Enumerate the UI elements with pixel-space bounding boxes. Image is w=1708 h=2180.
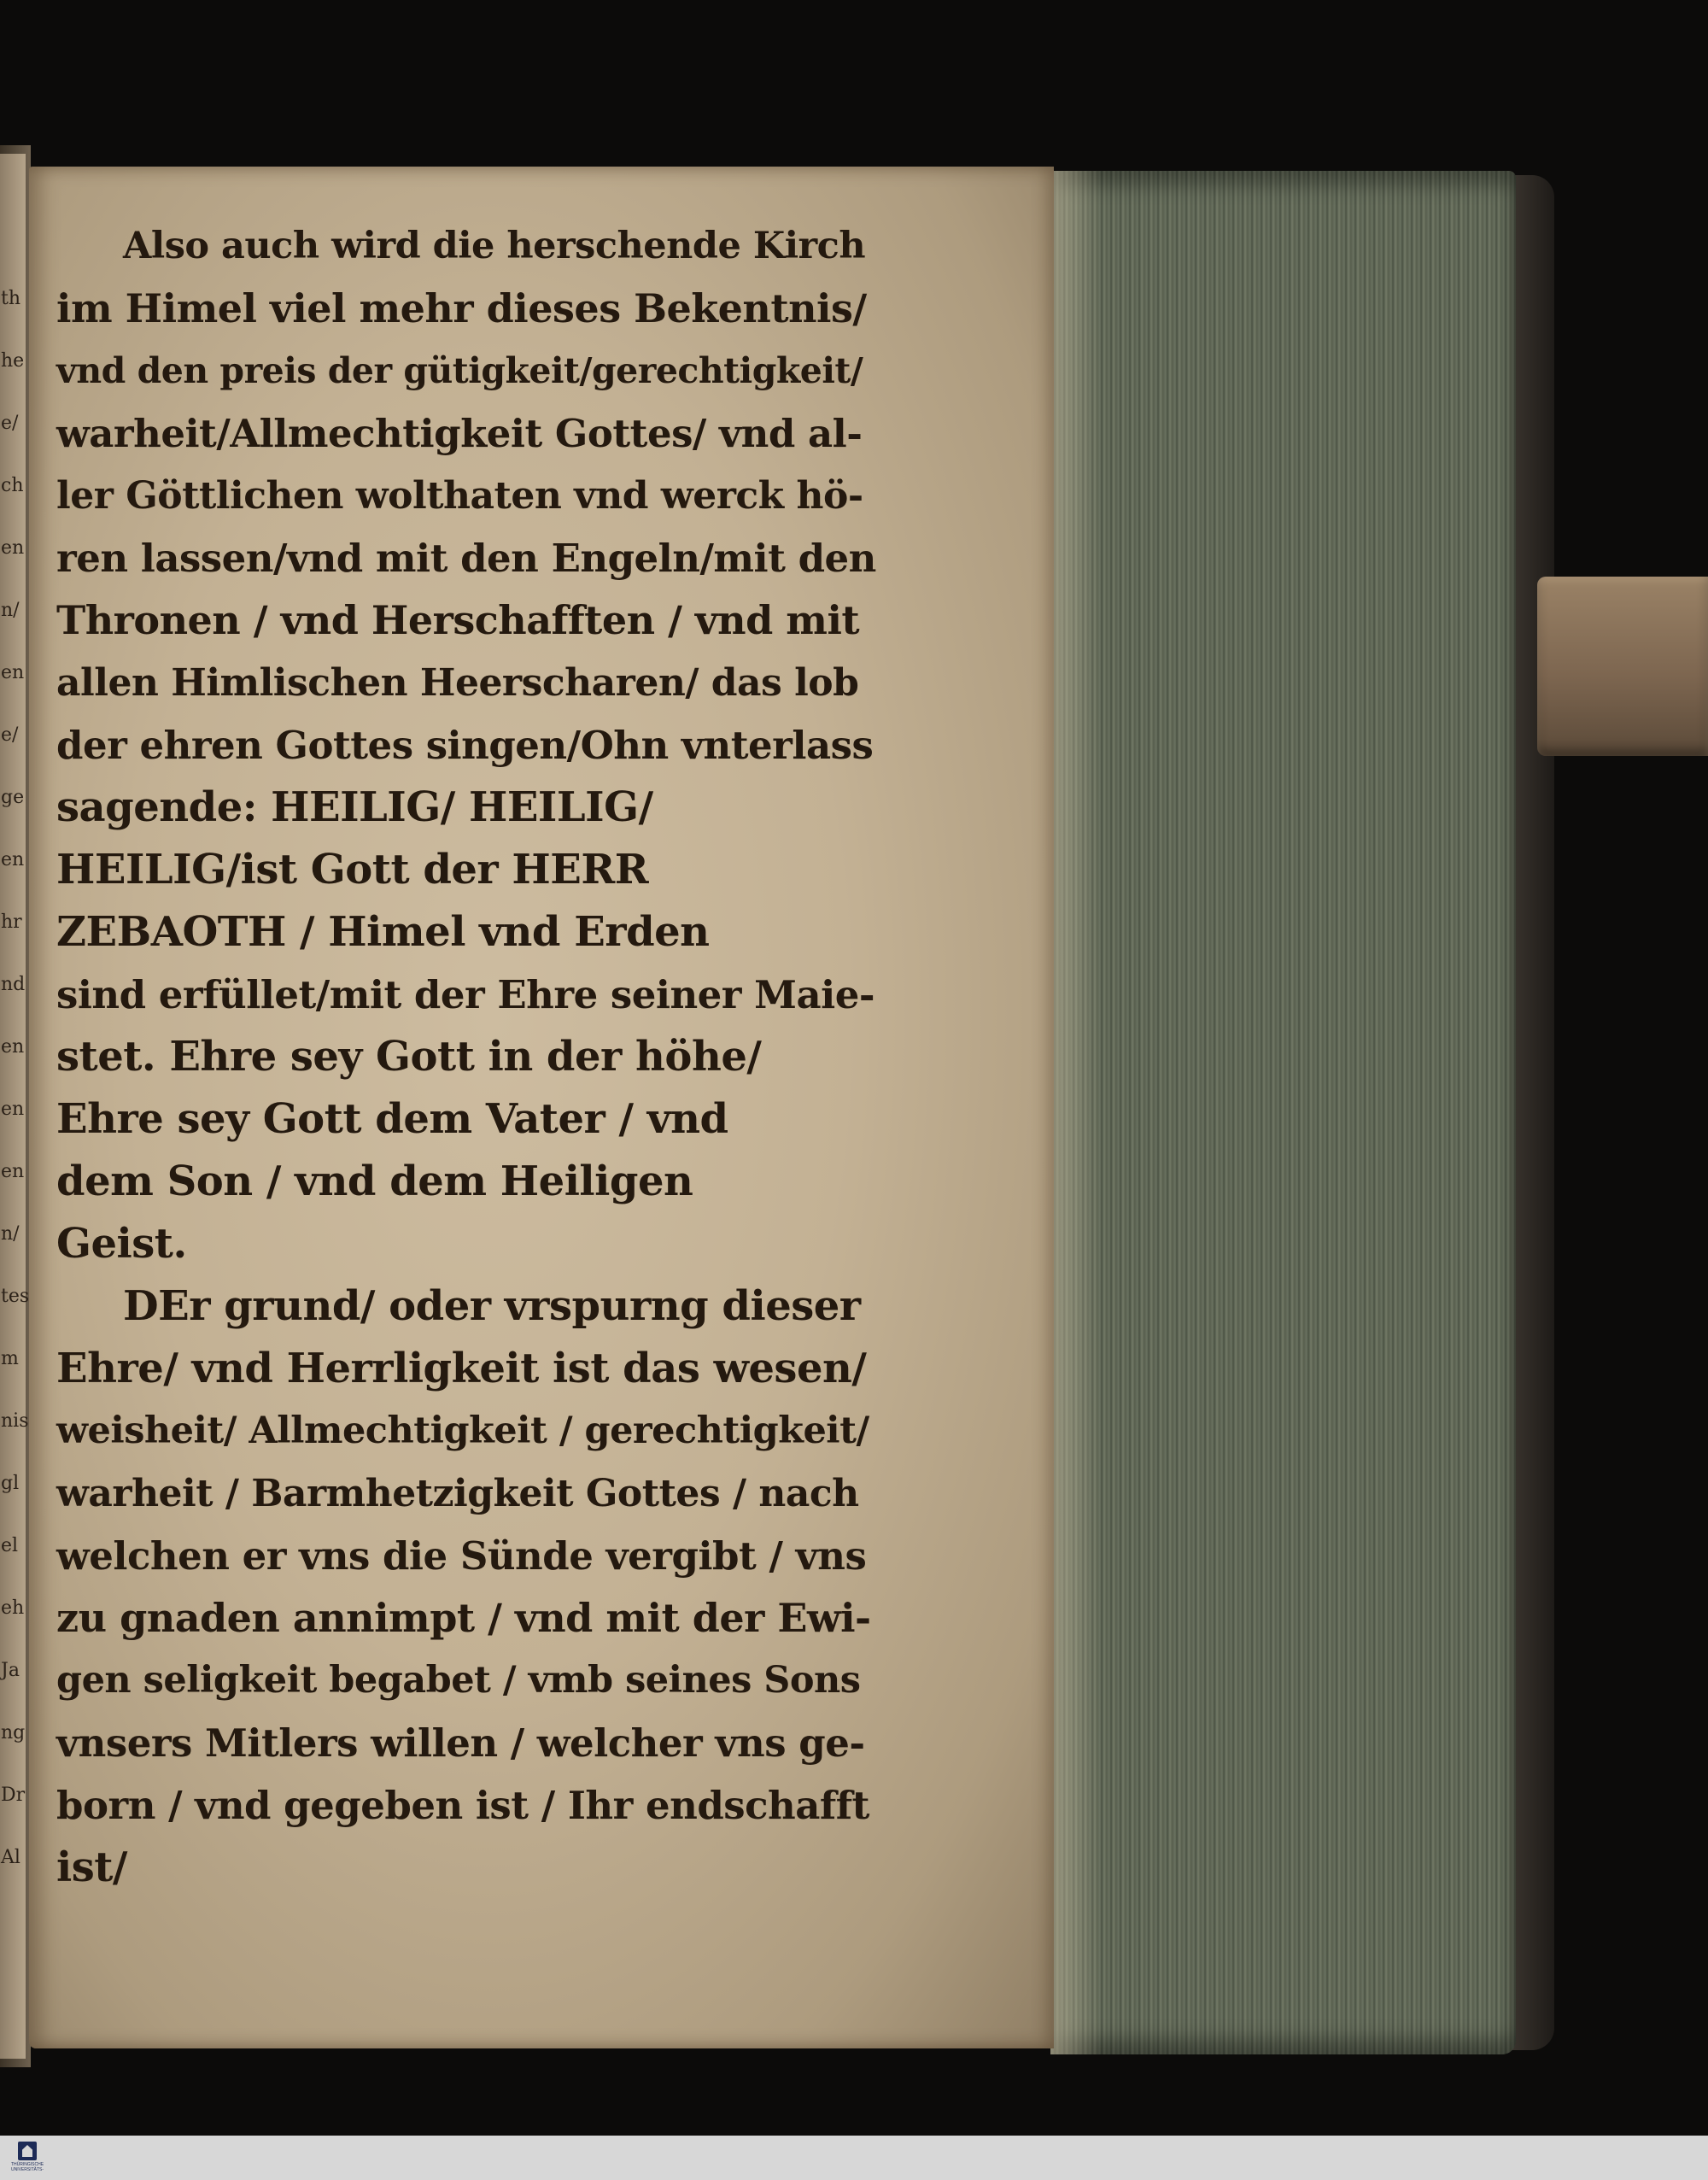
left-page-text-fragment: e/ bbox=[1, 413, 19, 434]
left-page-text-fragment: e/ bbox=[1, 724, 19, 746]
text-line: ler Göttlichen wolthaten vnd werck hö- bbox=[56, 474, 863, 518]
left-page bbox=[0, 154, 30, 2059]
text-line: der ehren Gottes singen/Ohn vnterlass bbox=[56, 723, 874, 768]
left-page-text-fragment: ch bbox=[1, 475, 24, 496]
text-line: Also auch wird die herschende Kirch bbox=[123, 225, 866, 267]
text-line: allen Himlischen Heerscharen/ das lob bbox=[56, 661, 859, 705]
text-line: ist/ bbox=[56, 1843, 127, 1891]
text-line: Thronen / vnd Herschafften / vnd mit bbox=[56, 597, 860, 643]
left-page-text-fragment: he bbox=[1, 350, 25, 372]
text-line: Ehre sey Gott dem Vater / vnd bbox=[56, 1095, 728, 1143]
left-page-text-fragment: en bbox=[1, 1161, 25, 1182]
text-line: warheit / Barmhetzigkeit Gottes / nach bbox=[56, 1472, 859, 1515]
left-page-text-fragment: Al bbox=[1, 1847, 20, 1868]
left-page-text-fragment: ng bbox=[1, 1722, 26, 1743]
viewer-footer-bar bbox=[0, 2136, 1708, 2180]
library-logo[interactable] bbox=[5, 2136, 50, 2178]
text-line: DEr grund/ oder vrspurng dieser bbox=[123, 1282, 861, 1330]
text-line: ren lassen/vnd mit den Engeln/mit den bbox=[56, 536, 876, 581]
left-page-text-fragment: el bbox=[1, 1535, 19, 1556]
text-line: vnd den preis der gütigkeit/gerechtigkeit/ bbox=[56, 350, 863, 391]
text-line: vnsers Mitlers willen / welcher vns ge- bbox=[56, 1720, 865, 1766]
text-line: Ehre/ vnd Herrligkeit ist das wesen/ bbox=[56, 1345, 867, 1392]
text-line: Geist. bbox=[56, 1220, 187, 1268]
text-line: sagende: HEILIG/ HEILIG/ bbox=[56, 783, 653, 831]
library-logo-icon bbox=[18, 2142, 37, 2160]
text-line: gen seligkeit begabet / vmb seines Sons bbox=[56, 1659, 861, 1702]
left-page-text-fragment: en bbox=[1, 1099, 25, 1120]
logo-text-line1: THÜRINGISCHE bbox=[10, 2162, 44, 2167]
text-line: welchen er vns die Sünde vergibt / vns bbox=[56, 1533, 867, 1579]
text-line: dem Son / vnd dem Heiligen bbox=[56, 1157, 693, 1205]
logo-text-line2: UNIVERSITÄTS- bbox=[10, 2167, 44, 2172]
left-page-text-fragment: nd bbox=[1, 974, 26, 995]
page-edges bbox=[1050, 171, 1516, 2054]
text-line: stet. Ehre sey Gott in der höhe/ bbox=[56, 1033, 762, 1081]
left-page-text-fragment: gl bbox=[1, 1473, 20, 1494]
left-page-text-fragment: tes bbox=[1, 1286, 30, 1307]
left-page-text-fragment: nis bbox=[1, 1410, 29, 1432]
text-line: HEILIG/ist Gott der HERR bbox=[56, 846, 649, 894]
left-page-text-fragment: m bbox=[1, 1348, 19, 1369]
left-page-text-fragment: n/ bbox=[1, 600, 20, 621]
text-line: born / vnd gegeben ist / Ihr endschafft bbox=[56, 1783, 869, 1828]
book-clasp bbox=[1537, 577, 1708, 756]
text-line: weisheit/ Allmechtigkeit / gerechtigkeit/ bbox=[56, 1409, 869, 1452]
text-line: ZEBAOTH / Himel vnd Erden bbox=[56, 908, 710, 956]
left-page-text-fragment: en bbox=[1, 662, 25, 683]
left-page-text-fragment: eh bbox=[1, 1597, 25, 1619]
text-line: im Himel viel mehr dieses Bekentnis/ bbox=[56, 285, 867, 331]
left-page-text-fragment: Ja bbox=[1, 1660, 20, 1681]
text-line: zu gnaden annimpt / vnd mit der Ewi- bbox=[56, 1595, 871, 1641]
text-line: warheit/Allmechtigkeit Gottes/ vnd al- bbox=[56, 411, 863, 456]
left-page-text-fragment: hr bbox=[1, 911, 22, 933]
library-logo-text bbox=[11, 2162, 44, 2172]
left-page-text-fragment: en bbox=[1, 849, 25, 870]
left-page-text-fragment: en bbox=[1, 1036, 25, 1058]
left-page-text-fragment: Dr bbox=[1, 1784, 26, 1806]
left-page-text-fragment: ge bbox=[1, 787, 25, 808]
left-page-text-fragment: en bbox=[1, 537, 25, 559]
page-text bbox=[56, 215, 876, 1899]
left-page-text-fragment: th bbox=[1, 288, 21, 309]
text-line: sind erfüllet/mit der Ehre seiner Maie- bbox=[56, 972, 875, 1017]
left-page-text-fragment: n/ bbox=[1, 1223, 20, 1245]
